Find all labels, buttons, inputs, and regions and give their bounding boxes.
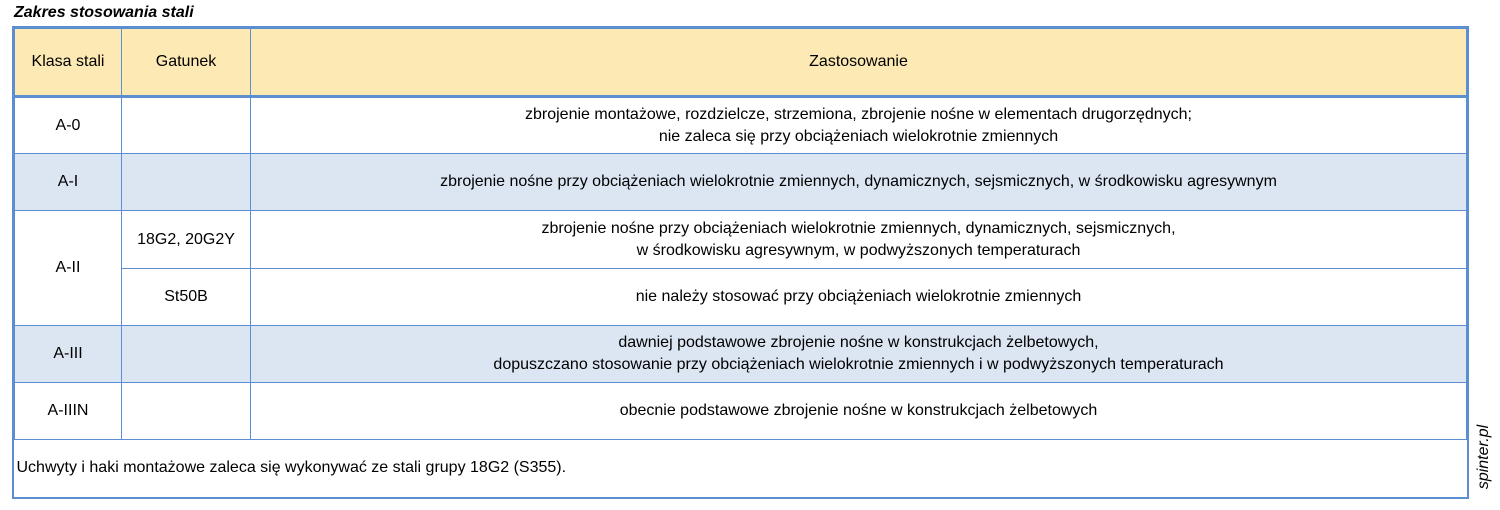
cell-line: nie należy stosować przy obciążeniach wielokrotnie zmiennych [635, 288, 1082, 305]
cell-klasa: A-IIIN [15, 383, 122, 440]
cell-zastosowanie [251, 383, 1467, 440]
cell-line: nie zaleca się przy obciążeniach wielokrotnie zmiennych [658, 127, 1059, 145]
cell-line: dawniej podstawowe zbrojenie nośne w konstrukcjach żelbetowych, [618, 334, 1099, 351]
cell-gatunek [122, 326, 251, 383]
cell-klasa: A-0 [15, 97, 122, 154]
table-row [15, 269, 1467, 326]
header-gatunek: Gatunek [122, 29, 251, 97]
cell-zastosowanie [251, 326, 1467, 383]
header-zastosowanie: Zastosowanie [251, 29, 1467, 97]
cell-gatunek: St50B [122, 269, 251, 326]
cell-line: zbrojenie nośne przy obciążeniach wielokrotnie zmiennych, dynamicznych, sejsmicznych, w środkowisku agresywnym [440, 173, 1277, 190]
cell-line: w środkowisku agresywnym, w podwyższonych temperaturach [636, 241, 1081, 259]
cell-zastosowanie [251, 269, 1467, 326]
table-row [15, 326, 1467, 383]
steel-usage-table-frame [12, 26, 1469, 499]
table-row [15, 211, 1467, 269]
table-row [15, 154, 1467, 211]
header-klasa-stali: Klasa stali [15, 29, 122, 97]
cell-gatunek: 18G2, 20G2Y [122, 211, 251, 269]
table-row [15, 97, 1467, 154]
note-row [15, 440, 1467, 497]
cell-klasa: A-II [15, 211, 122, 326]
source-label: spinter.pl [1475, 424, 1492, 490]
cell-line: dopuszczano stosowanie przy obciążeniach wielokrotnie zmiennych i w podwyższonych temperaturach [493, 356, 1224, 373]
cell-zastosowanie [251, 97, 1467, 154]
cell-line: zbrojenie nośne przy obciążeniach wielokrotnie zmiennych, dynamicznych, sejsmicznych, [541, 219, 1176, 237]
cell-klasa: A-III [15, 326, 122, 383]
cell-line: zbrojenie montażowe, rozdzielcze, strzemiona, zbrojenie nośne w elementach drugorzędnych; [524, 105, 1192, 123]
cell-zastosowanie [251, 154, 1467, 211]
cell-gatunek [122, 97, 251, 154]
cell-gatunek [122, 154, 251, 211]
steel-usage-table [14, 28, 1467, 496]
cell-zastosowanie [251, 211, 1467, 269]
cell-line: obecnie podstawowe zbrojenie nośne w konstrukcjach żelbetowych [619, 402, 1098, 419]
table-header-row [15, 29, 1467, 97]
source-watermark [1474, 420, 1496, 500]
table-title: Zakres stosowania stali [14, 4, 194, 21]
table-note: Uchwyty i haki montażowe zaleca się wykonywać ze stali grupy 18G2 (S355). [15, 440, 1467, 497]
cell-klasa: A-I [15, 154, 122, 211]
cell-gatunek [122, 383, 251, 440]
table-row [15, 383, 1467, 440]
